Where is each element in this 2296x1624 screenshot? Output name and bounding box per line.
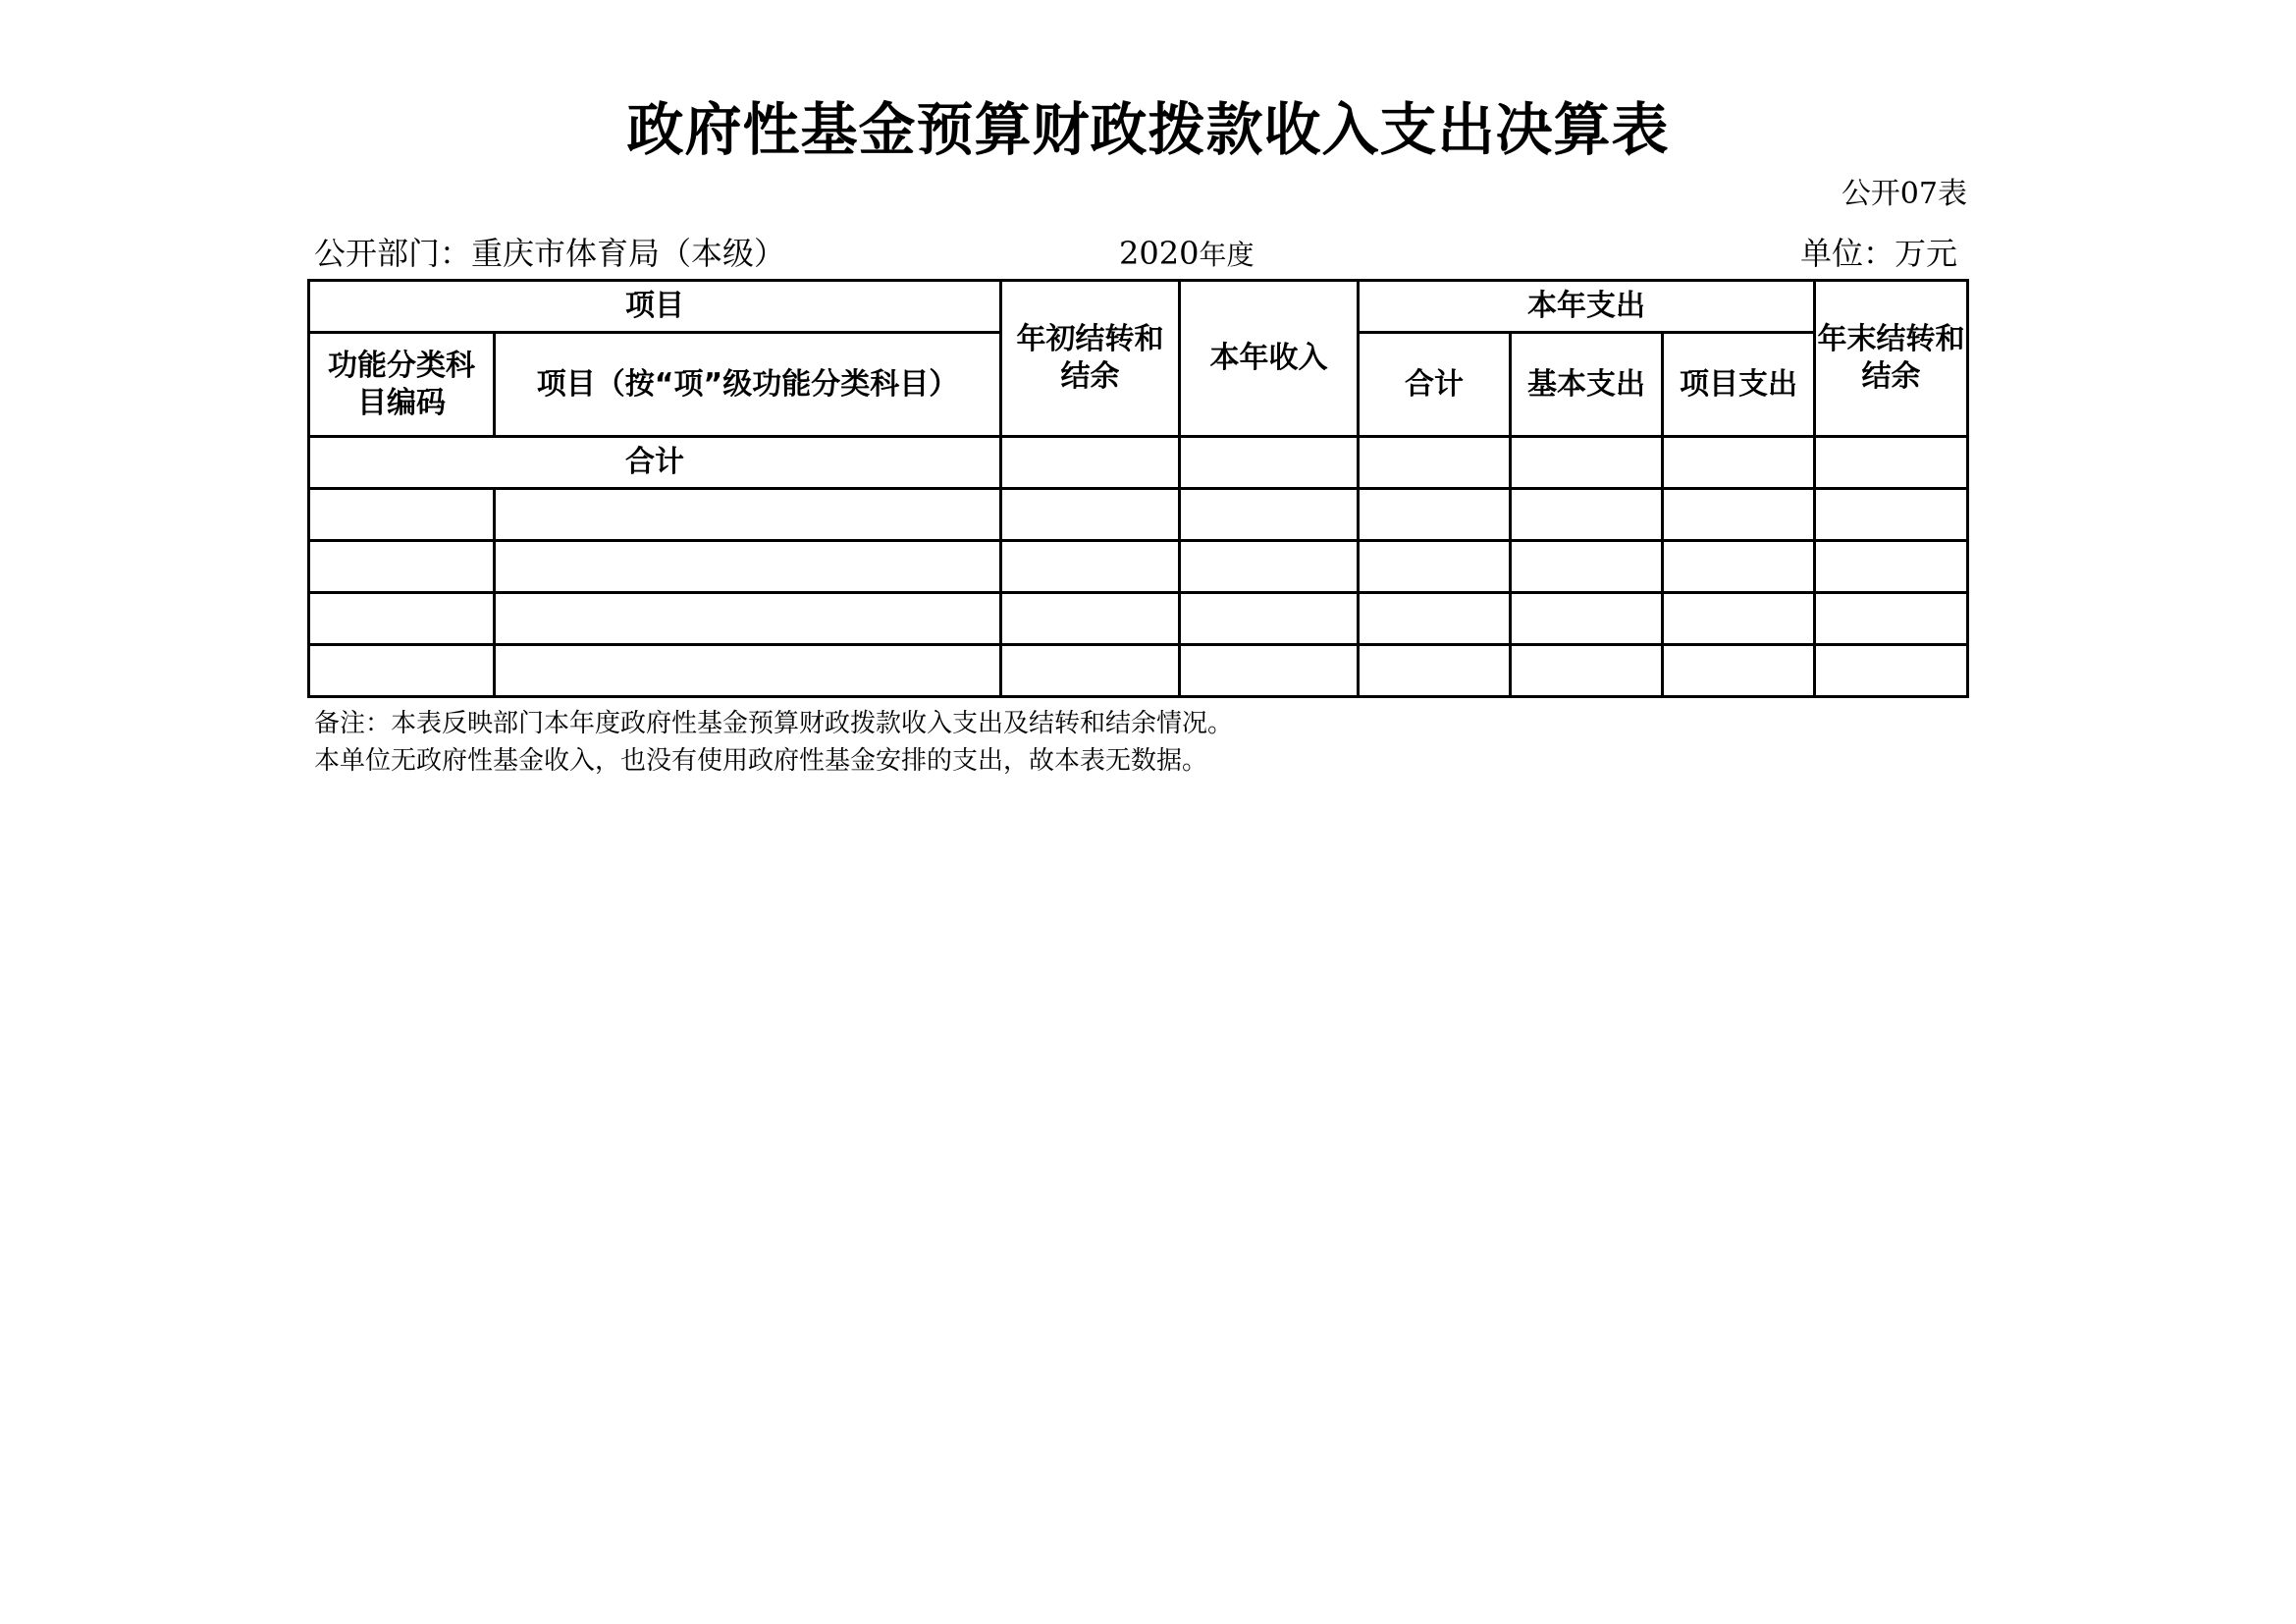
fund-budget-table [307,279,1969,698]
table-row [309,593,1968,645]
cell-end-balance [1815,489,1968,541]
cell-name [495,645,1001,697]
cell-expense-total [1359,489,1511,541]
cell-code [309,541,495,593]
cell-begin-balance [1001,645,1180,697]
cell-begin-balance [1001,489,1180,541]
cell-income [1180,645,1359,697]
fiscal-year-value: 2020 [1119,235,1200,272]
table-row [309,541,1968,593]
total-end-balance [1815,437,1968,489]
cell-expense-project [1663,645,1815,697]
header-income: 本年收入 [1180,281,1359,437]
cell-end-balance [1815,541,1968,593]
total-begin-balance [1001,437,1180,489]
cell-expense-project [1663,489,1815,541]
cell-expense-project [1663,593,1815,645]
cell-expense-project [1663,541,1815,593]
header-expense-project: 项目支出 [1663,333,1815,437]
cell-income [1180,541,1359,593]
cell-code [309,645,495,697]
cell-expense-total [1359,541,1511,593]
header-code: 功能分类科目编码 [309,333,495,437]
cell-code [309,593,495,645]
notes [314,705,1233,780]
header-name: 项目（按“项”级功能分类科目） [495,333,1001,437]
cell-expense-basic [1511,541,1663,593]
cell-expense-basic [1511,645,1663,697]
cell-expense-basic [1511,489,1663,541]
cell-name [495,593,1001,645]
form-number: 公开07表 [1841,177,1967,211]
total-expense-basic [1511,437,1663,489]
report-meta [314,234,1963,273]
fiscal-year-suffix: 年度 [1199,239,1255,271]
cell-name [495,541,1001,593]
header-expense-total: 合计 [1359,333,1511,437]
header-expense-basic: 基本支出 [1511,333,1663,437]
note-line: 备注：本表反映部门本年度政府性基金预算财政拨款收入支出及结转和结余情况。 [314,709,1234,738]
report-title: 政府性基金预算财政拨款收入支出决算表 [626,96,1670,163]
table-row [309,489,1968,541]
cell-begin-balance [1001,541,1180,593]
cell-expense-total [1359,593,1511,645]
department-label: 公开部门：重庆市体育局（本级） [314,235,786,272]
cell-expense-total [1359,645,1511,697]
cell-code [309,489,495,541]
total-row [309,437,1968,489]
cell-name [495,489,1001,541]
total-expense-project [1663,437,1815,489]
cell-begin-balance [1001,593,1180,645]
fiscal-year [1119,234,1254,275]
cell-income [1180,489,1359,541]
header-item: 项目 [309,281,1001,333]
header-expense-group: 本年支出 [1359,281,1815,333]
total-label: 合计 [309,437,1001,489]
note-line: 本单位无政府性基金收入，也没有使用政府性基金安排的支出，故本表无数据。 [314,746,1208,776]
header-begin-balance: 年初结转和结余 [1001,281,1180,437]
table-row [309,645,1968,697]
cell-expense-basic [1511,593,1663,645]
total-income [1180,437,1359,489]
cell-end-balance [1815,645,1968,697]
total-expense-total [1359,437,1511,489]
cell-income [1180,593,1359,645]
cell-end-balance [1815,593,1968,645]
header-end-balance: 年末结转和结余 [1815,281,1968,437]
unit-label: 单位：万元 [1799,235,1957,272]
